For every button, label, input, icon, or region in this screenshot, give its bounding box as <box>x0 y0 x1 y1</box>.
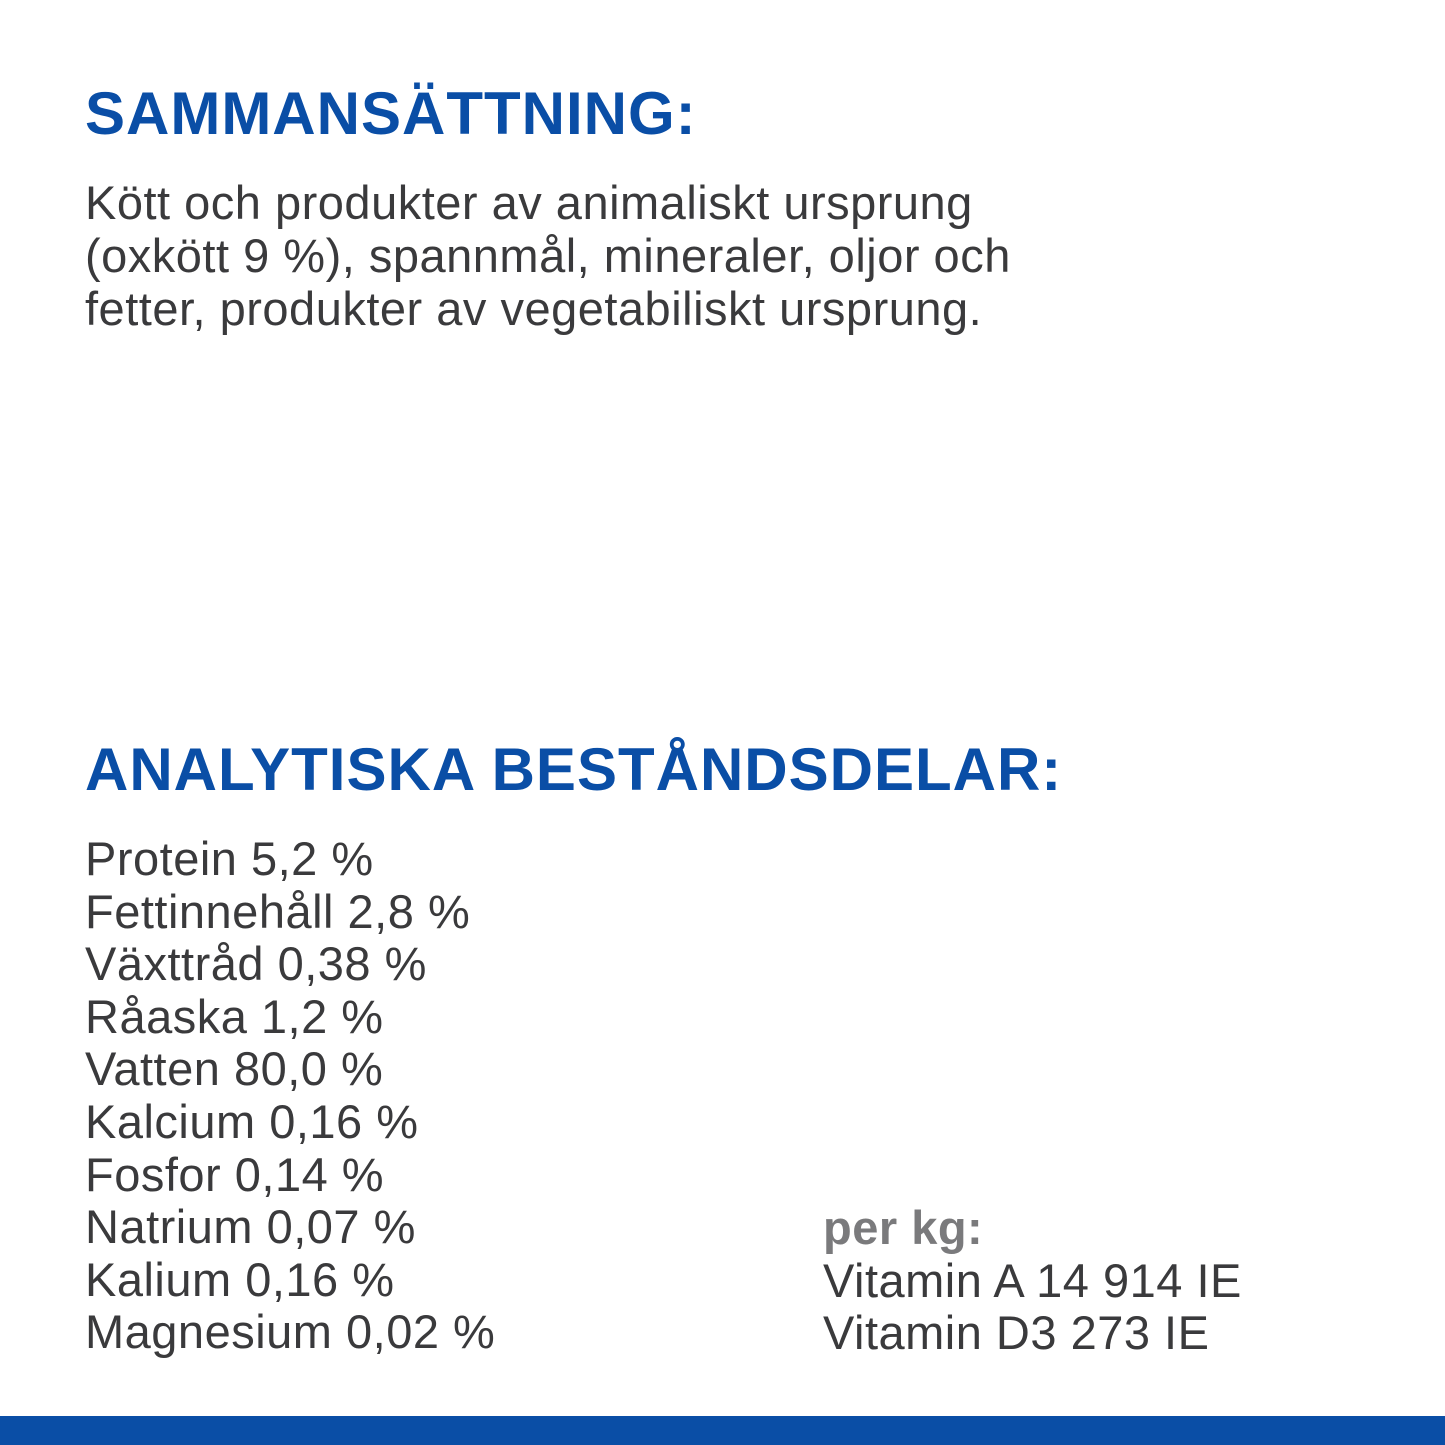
analytics-heading: ANALYTISKA BESTÅNDSDELAR: <box>85 736 1063 803</box>
analytic-constituents-list <box>85 833 495 1359</box>
per-kg-section <box>823 1202 1242 1360</box>
vitamin-list <box>823 1255 1242 1360</box>
analytic-item: Magnesium 0,02 % <box>85 1305 496 1359</box>
analytic-item: Fosfor 0,14 % <box>85 1147 385 1201</box>
vitamin-item: Vitamin D3 273 IE <box>823 1306 1210 1360</box>
analytic-item: Vatten 80,0 % <box>85 1042 384 1096</box>
bottom-accent-bar <box>0 1416 1445 1445</box>
composition-line: (oxkött 9 %), spannmål, mineraler, oljor och <box>85 229 1011 282</box>
composition-heading: SAMMANSÄTTNING: <box>85 80 697 147</box>
analytic-item: Växttråd 0,38 % <box>85 937 427 991</box>
per-kg-label: per kg: <box>823 1201 984 1254</box>
analytic-item: Kalium 0,16 % <box>85 1252 395 1306</box>
composition-line: fetter, produkter av vegetabiliskt ursprung. <box>85 282 983 335</box>
composition-text <box>85 176 1385 335</box>
analytic-item: Protein 5,2 % <box>85 832 374 885</box>
composition-line: Kött och produkter av animaliskt ursprung <box>85 176 973 229</box>
analytic-item: Fettinnehåll 2,8 % <box>85 884 471 938</box>
analytic-item: Kalcium 0,16 % <box>85 1094 419 1148</box>
analytic-item: Natrium 0,07 % <box>85 1200 416 1254</box>
analytic-item: Råaska 1,2 % <box>85 989 384 1043</box>
vitamin-item: Vitamin A 14 914 IE <box>823 1253 1242 1307</box>
